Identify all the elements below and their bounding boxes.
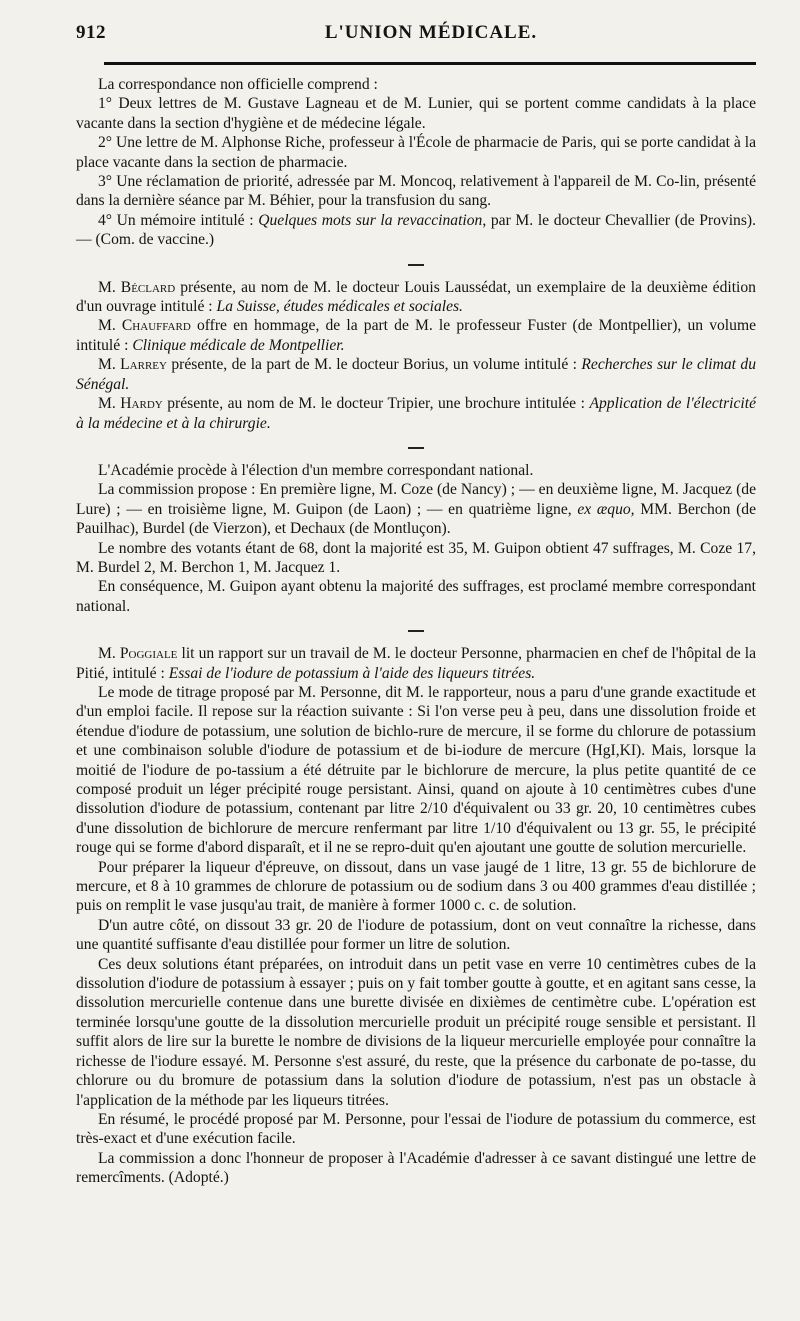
report-paragraph: D'un autre côté, on dissout 33 gr. 20 de l'iodure de potassium, dont on veut connaître la richesse, dans une quantité suffisante d'eau distillée pour former un litre de solution. (76, 916, 756, 954)
correspondence-intro: La correspondance non officielle comprend : (98, 76, 378, 93)
page-number: 912 (76, 22, 106, 43)
speaker-name: M. Hardy (98, 395, 163, 413)
page-header (76, 22, 756, 56)
work-title: Essai de l'iodure de potassium à l'aide des liqueurs titrées. (168, 664, 536, 682)
section-separator (408, 264, 424, 266)
work-title: Application de l'électricité à la médecine et à la chirurgie. (76, 395, 757, 432)
section-separator (408, 447, 424, 449)
work-title: La Suisse, études médicales et sociales. (216, 298, 463, 316)
correspondence-item-4: 4° Un mémoire intitulé : Quelques mots sur la revaccination, par M. le docteur Chevallier (de Provins). — (Com. de vaccine.) (76, 211, 756, 249)
presentation-larrey: M. Larrey présente, de la part de M. le docteur Borius, un volume intitulé : Recherches sur le climat du Sénégal. (76, 356, 756, 393)
report-paragraph: Ces deux solutions étant préparées, on introduit dans un petit vase en verre 10 centimètres cubes de la dissolution d'iodure de potassium à essayer ; puis on y fait tomber goutte à goutte, et en agitant sans cesse, la dissolution mercurielle contenue dans une burette divisée en dixièmes de centimètre cube. L'opération est terminée lorsqu'une goutte de la dissolution mercurielle produit un précipité rouge sensible et persistant. Il suffit alors de lire sur la burette le nombre de divisions de la liqueur mercurielle employée pour connaître la richesse de l'iodure essayé. M. Personne s'est assuré, du reste, que la présence du carbonate de po-tasse, du chlorure ou du bromure de potassium dans la solution d'iodure de potassium, n'est pas un obstacle à l'application de la méthode par les liqueurs titrées. (76, 955, 756, 1109)
speaker-name: M. Larrey (98, 356, 167, 374)
report-conclusion: La commission a donc l'honneur de proposer à l'Académie d'adresser à ce savant distingué une lettre de remercîments. (Adopté.) (76, 1149, 756, 1187)
correspondence-item-2: 2° Une lettre de M. Alphonse Riche, professeur à l'École de pharmacie de Paris, qui se porte candidat à la place vacante dans la section de pharmacie. (76, 134, 756, 171)
ex-aequo-text: ex æquo, (577, 500, 635, 518)
presentation-hardy: M. Hardy présente, au nom de M. le docteur Tripier, une brochure intitulée : Application de l'électricité à la médecine et à la chirurgie. (76, 395, 757, 432)
header-rule (104, 62, 756, 65)
report-intro: M. Poggiale lit un rapport sur un travail de M. le docteur Personne, pharmacien en chef de l'hôpital de la Pitié, intitulé : Essai de l'iodure de potassium à l'aide des liqueurs titrées. (76, 645, 756, 682)
election-conclusion: En conséquence, M. Guipon ayant obtenu la majorité des suffrages, est proclamé membre correspondant national. (76, 578, 756, 615)
report-paragraph: En résumé, le procédé proposé par M. Personne, pour l'essai de l'iodure de potassium du commerce, est très-exact et d'une exécution facile. (76, 1110, 756, 1148)
commission-proposal: La commission propose : En première ligne, M. Coze (de Nancy) ; — en deuxième ligne, M. Jacquez (de Lure) ; — en troisième ligne, M. Guipon (de Laon) ; — en quatrième ligne, ex æquo, MM. Berchon (de Pauilhac), Burdel (de Vierzon), et Dechaux (de Montluçon). (76, 481, 756, 538)
speaker-name: M. Poggiale (98, 645, 178, 663)
section-separator (408, 630, 424, 632)
memoir-title: Quelques mots sur la revaccination (258, 211, 483, 229)
correspondence-item-1: 1° Deux lettres de M. Gustave Lagneau et de M. Lunier, qui se portent comme candidats à la place vacante dans la section d'hygiène et de médecine légale. (76, 95, 756, 132)
vote-results: Le nombre des votants étant de 68, dont la majorité est 35, M. Guipon obtient 47 suffrages, M. Coze 17, M. Burdel 2, M. Berchon 1, M. Jacquez 1. (76, 539, 756, 576)
speaker-name: M. Béclard (98, 278, 176, 296)
work-title: Clinique médicale de Montpellier. (132, 336, 345, 354)
work-title: Recherches sur le climat du Sénégal. (76, 356, 756, 393)
report-paragraph: Pour préparer la liqueur d'épreuve, on dissout, dans un vase jaugé de 1 litre, 13 gr. 55 de bichlorure de mercure, et 8 à 10 grammes de chlorure de potassium ou de sodium dans 3 ou 400 grammes d'eau distillée ; puis on remplit le vase jusqu'au trait, de manière à former 1000 c. c. de solution. (76, 858, 756, 915)
report-paragraph: Le mode de titrage proposé par M. Personne, dit M. le rapporteur, nous a paru d'une grande exactitude et d'un emploi facile. Il repose sur la réaction suivante : Si l'on verse peu à peu, dans une dissolution froide et étendue d'iodure de potassium, une solution de bichlo-rure de mercure, il se forme du chlorure de potassium et une combinaison soluble d'iodure de potassium et de bi-iodure de mercure (HgI,KI). Mais, lorsque la moitié de l'iodure de po-tassium a été détruite par le bichlorure de mercure, la plus petite quantité de ce composé produit un léger précipité rouge persistant. Ainsi, quand on ajoute à 10 centimètres cubes d'une dissolution d'iodure de potassium, contenant par litre 2/10 d'équivalent ou 33 gr. 20, 10 centimètres cubes d'une dissolution de bichlorure de mercure renfermant par litre 1/10 d'équivalent ou 13 gr. 55, le précipité rouge qui se forme d'abord disparaît, et il ne se repro-duit qu'en ajoutant une goutte de solution mercurielle. (76, 683, 756, 857)
speaker-name: M. Chauffard (98, 317, 191, 335)
presentation-beclard: M. Béclard présente, au nom de M. le docteur Louis Laussédat, un exemplaire de la deuxième édition d'un ouvrage intitulé : La Suisse, études médicales et sociales. (76, 278, 756, 316)
election-announcement: L'Académie procède à l'élection d'un membre correspondant national. (98, 461, 534, 479)
article-body (76, 75, 756, 1188)
running-title: L'UNION MÉDICALE. (324, 22, 538, 43)
correspondence-item-3: 3° Une réclamation de priorité, adressée par M. Moncoq, relativement à l'appareil de M. Co-lin, présenté dans la dernière séance par M. Béhier, pour la transfusion du sang. (76, 173, 756, 210)
presentation-chauffard: M. Chauffard offre en hommage, de la part de M. le professeur Fuster (de Montpellier), un volume intitulé : Clinique médicale de Montpellier. (76, 317, 756, 354)
